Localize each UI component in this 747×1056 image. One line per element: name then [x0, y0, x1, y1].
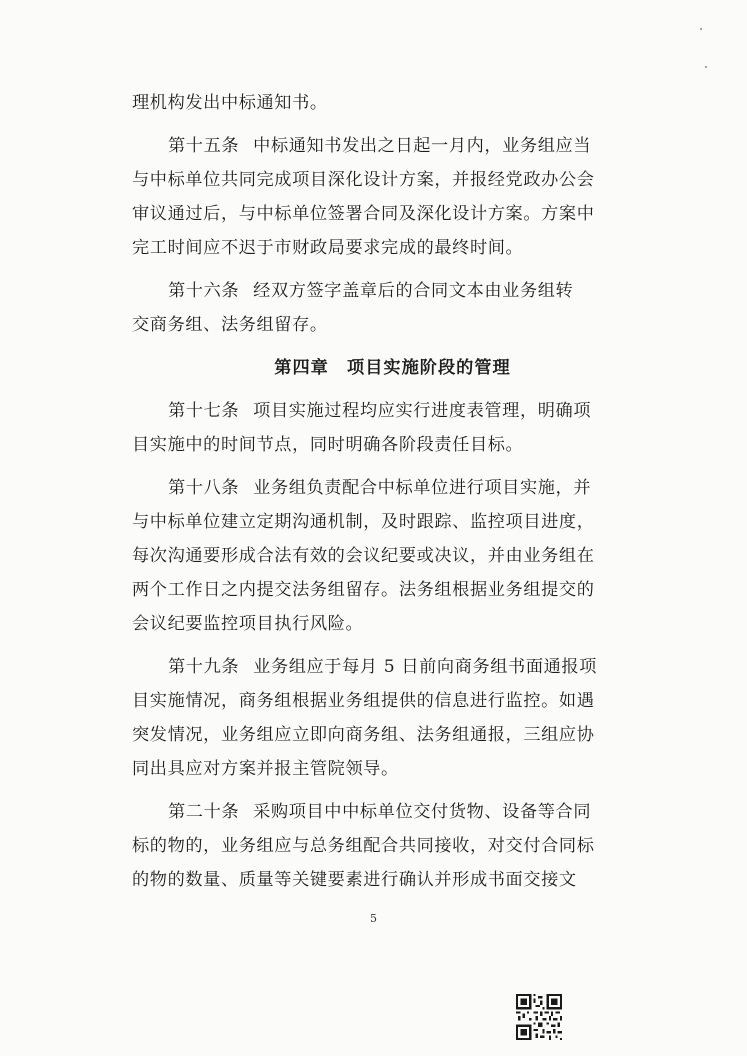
article-label: 第十六条	[168, 281, 240, 301]
text-line	[132, 650, 617, 684]
text-line: 每次沟通要形成合法有效的会议纪要或决议，并由业务组在	[132, 546, 595, 566]
article-text: 采购项目中中标单位交付货物、设备等合同	[253, 802, 592, 822]
article-17	[132, 394, 617, 462]
page-number: 5	[370, 912, 377, 925]
text-line: 会议纪要监控项目执行风险。	[132, 614, 364, 634]
article-label: 第十九条	[168, 657, 240, 677]
text-line	[132, 795, 617, 829]
text-line	[132, 394, 617, 428]
article-15	[132, 129, 617, 265]
text-line	[132, 274, 617, 308]
text-line: 交商务组、法务组留存。	[132, 315, 328, 335]
article-label: 第十五条	[168, 136, 240, 156]
article-text: 经双方签字盖章后的合同文本由业务组转	[253, 281, 574, 301]
scan-speck	[700, 28, 702, 30]
article-label: 第十七条	[168, 401, 240, 421]
text-line: 理机构发出中标通知书。	[132, 93, 328, 113]
article-label: 第十八条	[168, 478, 240, 498]
article-text: 业务组负责配合中标单位进行项目实施，并	[253, 478, 592, 498]
text-line: 两个工作日之内提交法务组留存。法务组根据业务组提交的	[132, 580, 595, 600]
text-line: 与中标单位建立定期沟通机制，及时跟踪、监控项目进度，	[132, 512, 595, 532]
text-line: 的物的数量、质量等关键要素进行确认并形成书面交接文	[132, 870, 577, 890]
text-line: 同出具应对方案并报主管院领导。	[132, 759, 399, 779]
text-line: 标的物的，业务组应与总务组配合共同接收，对交付合同标	[132, 836, 595, 856]
article-19	[132, 650, 617, 786]
text-line: 完工时间应不迟于市财政局要求完成的最终时间。	[132, 238, 524, 258]
article-text: 业务组应于每月 5 日前向商务组书面通报项	[253, 657, 597, 677]
scan-speck	[705, 66, 707, 68]
text-line: 审议通过后，与中标单位签署合同及深化设计方案。方案中	[132, 204, 595, 224]
chapter-heading: 第四章 项目实施阶段的管理	[274, 358, 511, 378]
article-text: 中标通知书发出之日起一月内，业务组应当	[253, 136, 592, 156]
text-line	[132, 129, 617, 163]
text-line: 目实施情况，商务组根据业务组提供的信息进行监控。如遇	[132, 691, 595, 711]
text-line	[132, 471, 617, 505]
body-text	[132, 86, 617, 897]
article-20	[132, 795, 617, 897]
text-line: 与中标单位共同完成项目深化设计方案，并报经党政办公会	[132, 170, 595, 190]
article-16	[132, 274, 617, 342]
text-line: 突发情况，业务组应立即向商务组、法务组通报，三组应协	[132, 725, 595, 745]
article-label: 第二十条	[168, 802, 240, 822]
article-text: 项目实施过程均应实行进度表管理，明确项	[253, 401, 592, 421]
qr-code-icon	[516, 994, 562, 1040]
text-line: 目实施中的时间节点，同时明确各阶段责任目标。	[132, 435, 524, 455]
article-18	[132, 471, 617, 641]
